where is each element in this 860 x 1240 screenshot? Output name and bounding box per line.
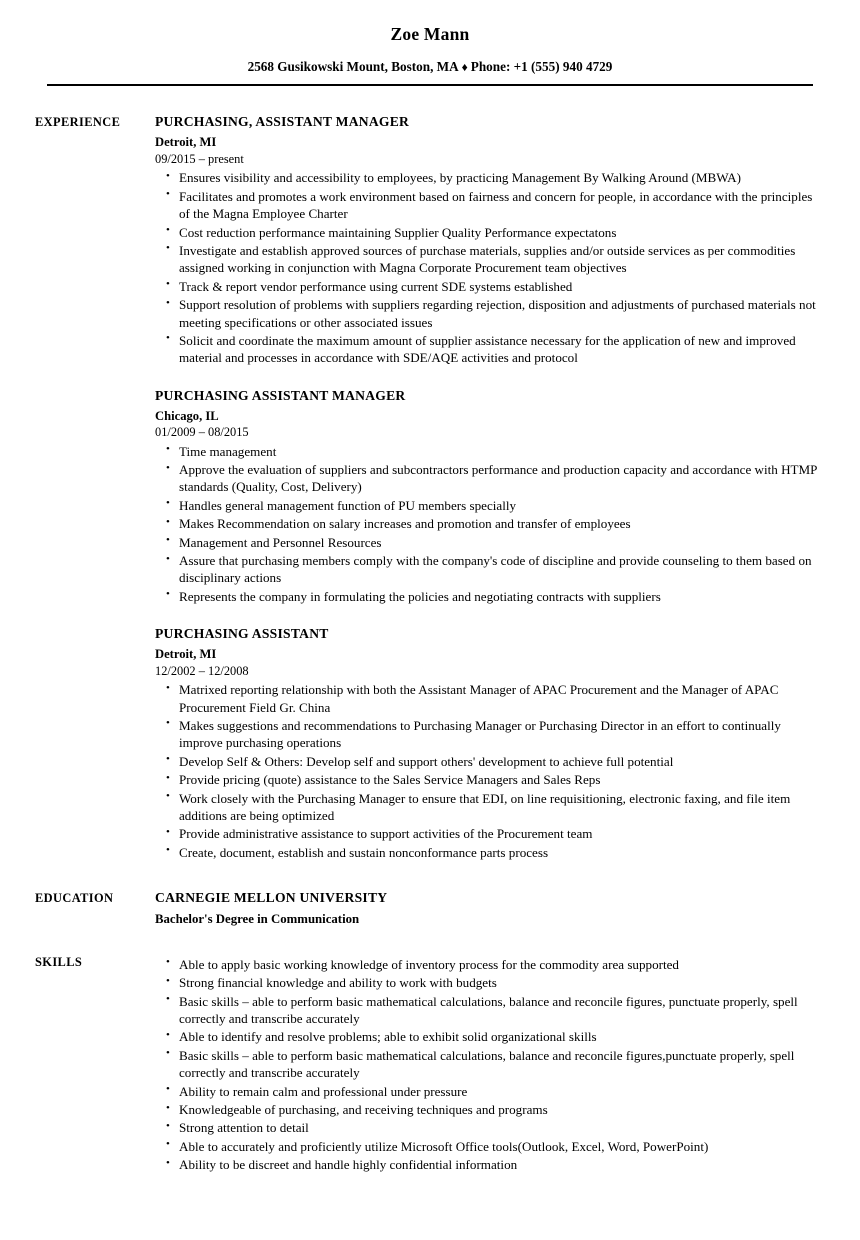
skills-bullet-list	[155, 956, 820, 1174]
job-location: Detroit, MI	[155, 647, 217, 662]
list-item: • Assure that purchasing members comply with the company's code of discipline and provide counseling to them based on disciplinary actions	[155, 552, 820, 587]
section-label-education: EDUCATION	[35, 891, 114, 906]
spacer	[0, 862, 860, 890]
job-location: Chicago, IL	[155, 408, 219, 423]
list-item: • Knowledgeable of purchasing, and receiving techniques and programs	[155, 1101, 820, 1118]
list-item: • Solicit and coordinate the maximum amount of supplier assistance necessary for the application of new and improved material and processes in accordance with SDE/AQE activities and protocol	[155, 332, 820, 367]
experience-entries	[155, 114, 820, 862]
header-divider	[47, 84, 813, 87]
list-item: • Create, document, establish and sustain nonconformance parts process	[155, 844, 820, 861]
experience-entry	[155, 626, 820, 861]
education-entries	[155, 890, 820, 928]
list-item: • Basic skills – able to perform basic mathematical calculations, balance and reconcile figures, punctuate properly, spell correctly and transcribe accurately	[155, 993, 820, 1028]
resume-header	[0, 0, 860, 86]
section-skills	[0, 954, 860, 1175]
skills-entries	[155, 954, 820, 1175]
experience-entry	[155, 388, 820, 606]
experience-entry	[155, 114, 820, 366]
section-experience	[0, 114, 860, 862]
list-item: • Able to apply basic working knowledge of inventory process for the commodity area supported	[155, 956, 820, 973]
spacer	[0, 928, 860, 954]
list-item: • Time management	[155, 443, 820, 460]
list-item: • Makes suggestions and recommendations to Purchasing Manager or Purchasing Director in an effort to continually improve purchasing operations	[155, 717, 820, 752]
job-dates: 09/2015 – present	[155, 151, 244, 166]
job-title: PURCHASING ASSISTANT MANAGER	[155, 387, 406, 403]
education-school: CARNEGIE MELLON UNIVERSITY	[155, 890, 388, 906]
list-item: • Handles general management function of PU members specially	[155, 497, 820, 514]
list-item: • Basic skills – able to perform basic mathematical calculations, balance and reconcile figures,punctuate properly, spell correctly and transcribe accurately	[155, 1047, 820, 1082]
job-title: PURCHASING, ASSISTANT MANAGER	[155, 114, 410, 130]
spacer	[155, 368, 820, 388]
job-location: Detroit, MI	[155, 135, 217, 150]
list-item: • Cost reduction performance maintaining Supplier Quality Performance expectatons	[155, 224, 820, 241]
job-dates: 01/2009 – 08/2015	[155, 425, 249, 440]
section-label-skills: SKILLS	[35, 954, 83, 969]
list-item: • Able to accurately and proficiently utilize Microsoft Office tools(Outlook, Excel, Word, PowerPoint)	[155, 1138, 820, 1155]
list-item: • Strong financial knowledge and ability to work with budgets	[155, 974, 820, 991]
list-item: • Matrixed reporting relationship with both the Assistant Manager of APAC Procurement and the Manager of APAC Procurement Field Gr. China	[155, 681, 820, 716]
list-item: • Management and Personnel Resources	[155, 534, 820, 551]
list-item: • Strong attention to detail	[155, 1119, 820, 1136]
education-degree: Bachelor's Degree in Communication	[155, 912, 360, 927]
list-item: • Facilitates and promotes a work environment based on fairness and concern for people, in accordance with the principles of the Magna Employee Charter	[155, 188, 820, 223]
section-education	[0, 890, 860, 928]
list-item: • Provide pricing (quote) assistance to the Sales Service Managers and Sales Reps	[155, 771, 820, 788]
list-item: • Investigate and establish approved sources of purchase materials, supplies and/or outside services as per commodities assigned working in conjunction with Magna Corporate Procurement team objectives	[155, 242, 820, 277]
job-bullet-list	[155, 169, 820, 366]
candidate-name: Zoe Mann	[390, 24, 470, 44]
list-item: • Work closely with the Purchasing Manager to ensure that EDI, on line requisitioning, electronic faxing, and file item additions are being optimized	[155, 790, 820, 825]
list-item: • Makes Recommendation on salary increases and promotion and transfer of employees	[155, 515, 820, 532]
job-title: PURCHASING ASSISTANT	[155, 626, 329, 642]
contact-line	[0, 59, 860, 75]
contact-phone: Phone: +1 (555) 940 4729	[470, 59, 613, 74]
list-item: • Support resolution of problems with suppliers regarding rejection, disposition and adjustments of purchased materials not meeting specifications or other associated issues	[155, 296, 820, 331]
contact-address: 2568 Gusikowski Mount, Boston, MA	[247, 59, 459, 74]
list-item: • Develop Self & Others: Develop self and support others' development to achieve full potential	[155, 753, 820, 770]
list-item: • Represents the company in formulating the policies and negotiating contracts with suppliers	[155, 588, 820, 605]
job-dates: 12/2002 – 12/2008	[155, 663, 249, 678]
list-item: • Ability to be discreet and handle highly confidential information	[155, 1156, 820, 1173]
job-bullet-list	[155, 681, 820, 861]
list-item: • Ability to remain calm and professional under pressure	[155, 1083, 820, 1100]
list-item: • Able to identify and resolve problems; able to exhibit solid organizational skills	[155, 1028, 820, 1045]
list-item: • Track & report vendor performance using current SDE systems established	[155, 278, 820, 295]
list-item: • Approve the evaluation of suppliers and subcontractors performance and production capacity and accordance with HTMP standards (Quality, Cost, Delivery)	[155, 461, 820, 496]
job-bullet-list	[155, 443, 820, 606]
diamond-separator-icon: ♦	[461, 60, 468, 74]
list-item: • Ensures visibility and accessibility to employees, by practicing Management By Walking Around (MBWA)	[155, 169, 820, 186]
spacer	[155, 606, 820, 626]
section-label-experience: EXPERIENCE	[35, 115, 121, 130]
list-item: • Provide administrative assistance to support activities of the Procurement team	[155, 825, 820, 842]
